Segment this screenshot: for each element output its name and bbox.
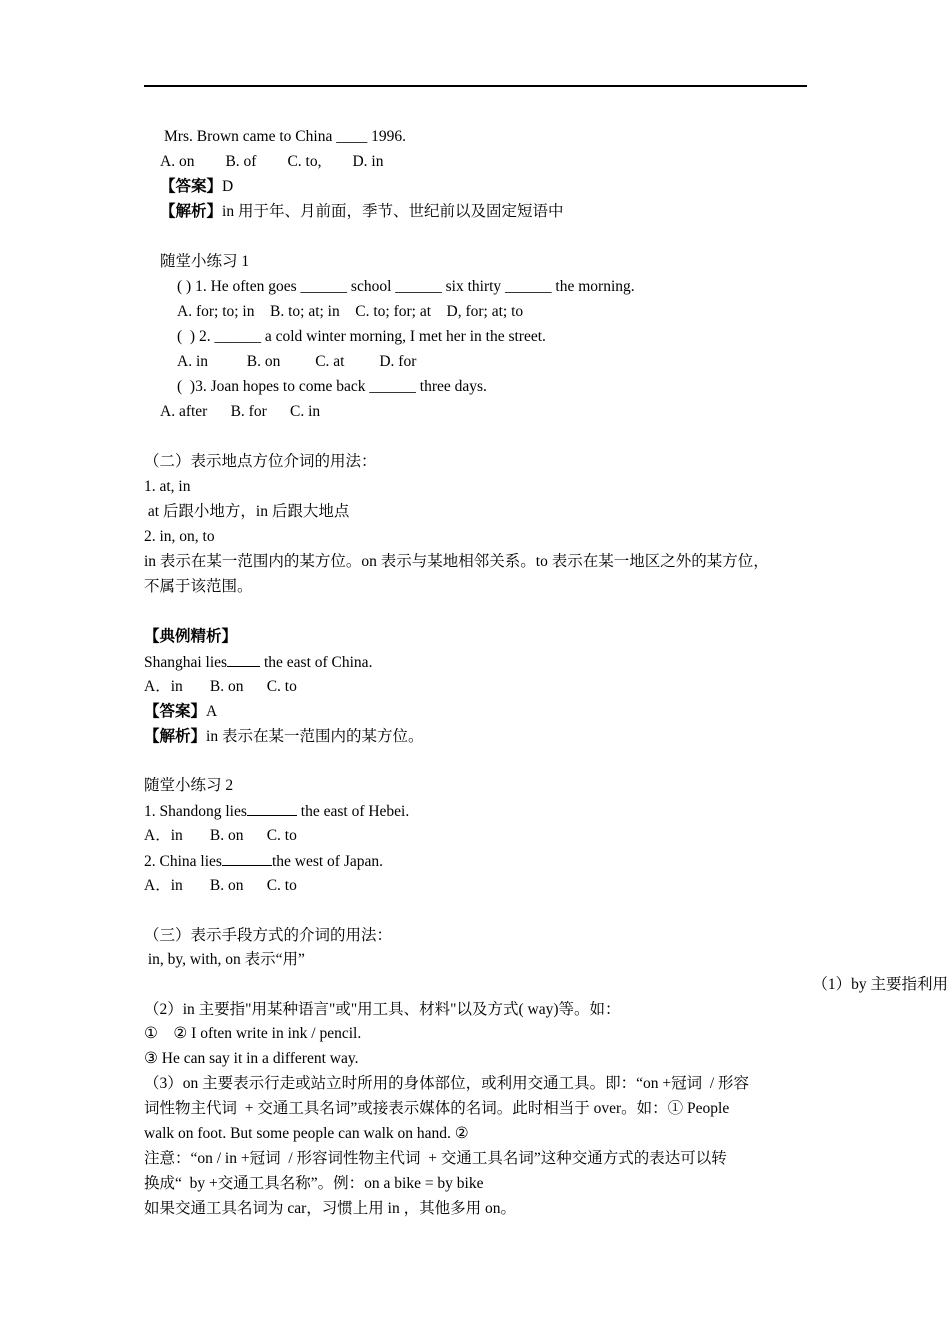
example2-label: 【典例精析】 — [144, 628, 238, 645]
section2-title: （二）表示地点方位介词的用法： — [144, 453, 377, 470]
section3-attention-2: 换成“ by +交通工具名称”。例：on a bike = by bike — [144, 1175, 484, 1192]
section3-by-note: （1）by 主要指利用 — [812, 976, 948, 993]
section2-item2: 2. in, on, to — [144, 528, 215, 545]
section3-intro: in, by, with, on 表示“用” — [144, 951, 305, 968]
section2-item1-desc: at 后跟小地方，in 后跟大地点 — [144, 503, 350, 520]
practice2-q2 — [144, 851, 383, 872]
analysis-text: in 用于年、月前面，季节、世纪前以及固定短语中 — [222, 203, 564, 220]
question-text: the east of China. — [260, 654, 373, 671]
answer-value: A — [206, 703, 218, 720]
practice1-title: 随堂小练习 1 — [160, 253, 250, 270]
practice2-title: 随堂小练习 2 — [144, 777, 234, 794]
example2-analysis — [144, 727, 423, 747]
practice2-q2-options: A．in B. on C. to — [144, 877, 297, 894]
practice1-q2: ( ) 2. ______ a cold winter morning, I met her in the street. — [177, 328, 546, 345]
answer-label: 【答案】 — [144, 703, 207, 720]
section3-on-note-3: walk on foot. But some people can walk on hand. ② — [144, 1125, 469, 1142]
question-text: 1. Shandong lies — [144, 803, 247, 820]
practice2-q1 — [144, 801, 409, 822]
analysis-label: 【解析】 — [144, 728, 207, 745]
practice2-q1-options: A．in B. on C. to — [144, 827, 297, 844]
section3-title: （三）表示手段方式的介词的用法： — [144, 927, 393, 944]
section3-example-a: ① ② I often write in ink / pencil. — [144, 1025, 362, 1042]
practice1-q2-options: A. in B. on C. at D. for — [177, 353, 417, 370]
ex1-analysis — [160, 202, 563, 222]
section3-attention-1: 注意：“on / in +冠词 / 形容词性物主代词 + 交通工具名词”这种交通方式的表达可以转 — [144, 1150, 727, 1167]
question-text: Shanghai lies — [144, 654, 228, 671]
analysis-text: in 表示在某一范围内的某方位。 — [206, 728, 424, 745]
section3-example-b: ③ He can say it in a different way. — [144, 1050, 359, 1067]
answer-blank — [227, 652, 260, 667]
section2-item2-desc-2: 不属于该范围。 — [144, 578, 253, 595]
example2-answer — [144, 702, 217, 722]
answer-blank — [222, 851, 272, 866]
analysis-label: 【解析】 — [160, 203, 223, 220]
answer-label: 【答案】 — [160, 178, 223, 195]
example2-options: A．in B. on C. to — [144, 678, 297, 695]
section3-on-note-2: 词性物主代词 + 交通工具名词”或接表示媒体的名词。此时相当于 over。如：① People — [144, 1100, 730, 1117]
practice1-q1-options: A. for; to; in B. to; at; in C. to; for; at D, for; at; to — [177, 303, 524, 320]
question-text: 2. China lies — [144, 853, 222, 870]
example2-question — [144, 652, 372, 673]
answer-value: D — [222, 178, 234, 195]
ex1-question: Mrs. Brown came to China ____ 1996. — [164, 128, 406, 145]
section3-final: 如果交通工具名词为 car，习惯上用 in ，其他多用 on。 — [144, 1200, 516, 1217]
practice1-q1: ( ) 1. He often goes ______ school ______ six thirty ______ the morning. — [177, 278, 635, 295]
section3-in-note: （2）in 主要指"用某种语言"或"用工具、材料"以及方式( way)等。如： — [144, 1001, 621, 1018]
section3-on-note-1: （3）on 主要表示行走或站立时所用的身体部位，或利用交通工具。即：“on +冠词 / 形容 — [144, 1075, 750, 1092]
ex1-options: A. on B. of C. to, D. in — [160, 153, 384, 170]
practice1-q3: ( )3. Joan hopes to come back ______ three days. — [177, 378, 487, 395]
section2-item2-desc-1: in 表示在某一范围内的某方位。on 表示与某地相邻关系。to 表示在某一地区之外的某方位， — [144, 553, 769, 570]
header-rule — [144, 85, 807, 87]
ex1-answer — [160, 177, 233, 197]
question-text: the west of Japan. — [271, 853, 383, 870]
section2-item1: 1. at, in — [144, 478, 191, 495]
question-text: the east of Hebei. — [296, 803, 410, 820]
practice1-q3-options: A. after B. for C. in — [160, 403, 321, 420]
answer-blank — [247, 801, 297, 816]
